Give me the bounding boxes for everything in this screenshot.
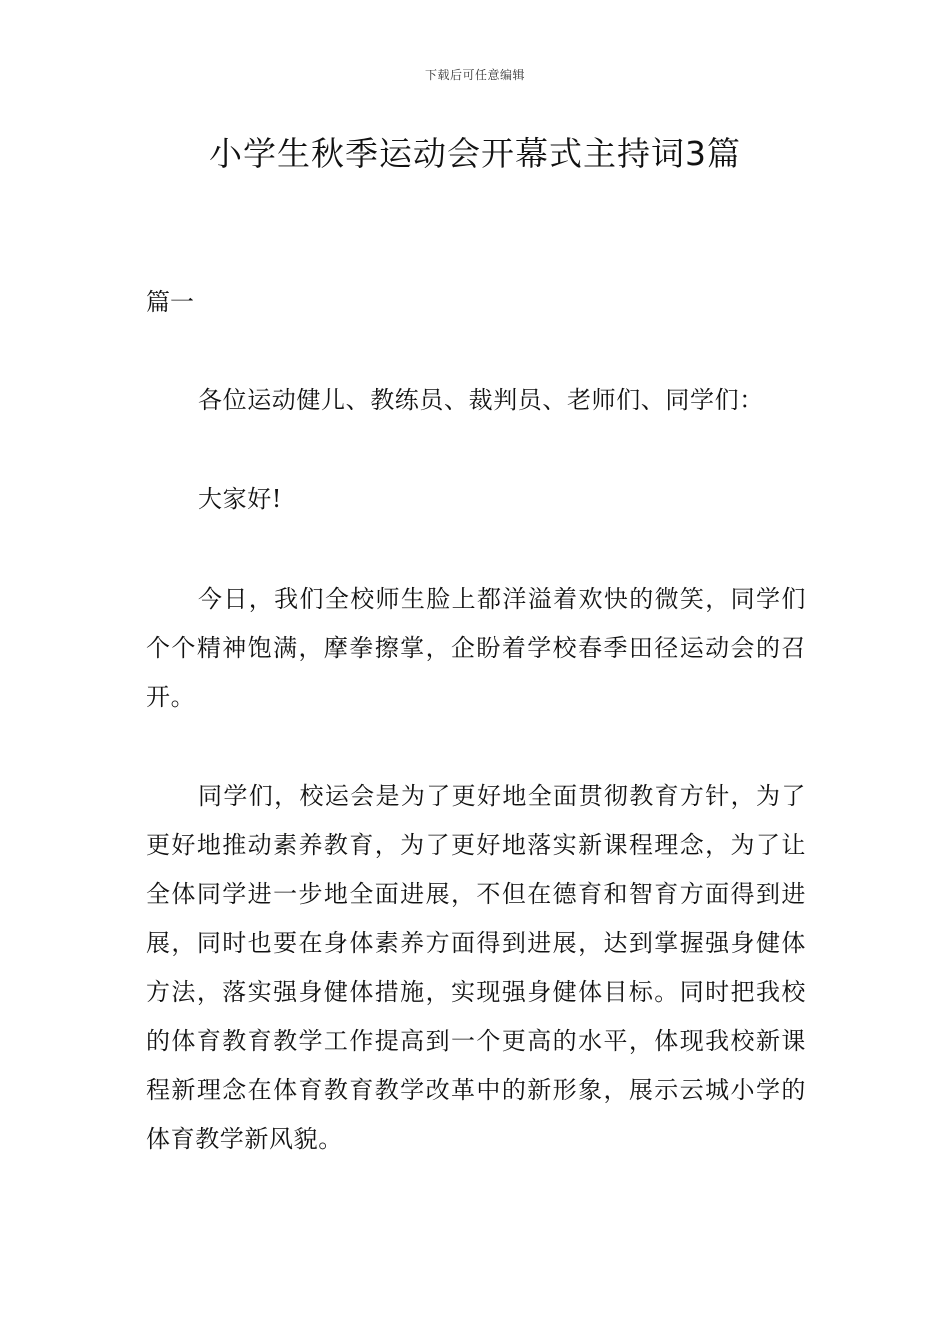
paragraph-purpose [146, 772, 806, 1164]
section-label: 篇一 [146, 288, 194, 316]
header-note: 下载后可任意编辑 [424, 68, 525, 82]
paragraph-text: 同学们，校运会是为了更好地全面贯彻教育方针，为了更好地推动素养教育，为了更好地落实新课程理念，为了让全体同学进一步地全面进展，不但在德育和智育方面得到进展，同时也要在身体素养方面得到进展，达到掌握强身健体方法，落实强身健体措施，实现强身健体目标。同时把我校的体育教育教学工作提高到一个更高的水平，体现我校新课程新理念在体育教育教学改革中的新形象，展示云城小学的体育教学新风貌。 [146, 782, 806, 1153]
document-title: 小学生秋季运动会开幕式主持词3篇 [209, 134, 741, 173]
paragraph-text: 大家好! [198, 485, 283, 513]
paragraph-salutation [146, 376, 806, 425]
paragraph-text: 今日，我们全校师生脸上都洋溢着欢快的微笑，同学们个个精神饱满，摩拳擦掌，企盼着学校春季田径运动会的召开。 [146, 585, 806, 711]
paragraph-intro [146, 575, 806, 722]
paragraph-text: 各位运动健儿、教练员、裁判员、老师们、同学们： [198, 386, 764, 414]
paragraph-greeting [146, 475, 806, 524]
